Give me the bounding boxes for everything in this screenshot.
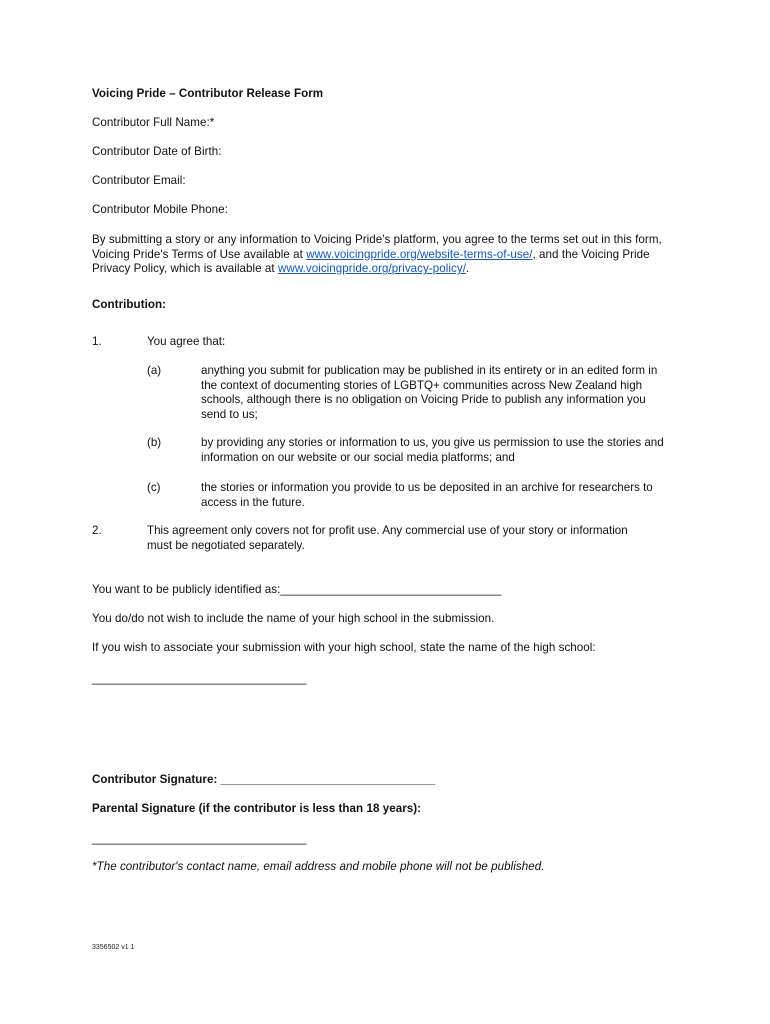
- contributor-signature: Contributor Signature: _________________________________: [92, 773, 436, 786]
- intro-text-1: By submitting a story or any information to Voicing Pride's platform, you agree to the terms set out in this form, Voicing Pride's Terms of Use available at: [92, 233, 662, 261]
- parental-signature-blank: _________________________________: [92, 832, 307, 845]
- subitem-text: anything you submit for publication may be published in its entirety or in an edited form in the context of documenting stories of LGBTQ+ communities across New Zealand high schools, although there is no obligation on Voicing Pride to publish any information you send to us;: [201, 364, 658, 422]
- subitem-text: the stories or information you provide to us be deposited in an archive for researchers to access in the future.: [201, 481, 653, 509]
- subitem-label: (a): [147, 364, 162, 377]
- intro-text-3: .: [465, 262, 470, 276]
- subitem-label: (c): [147, 481, 161, 494]
- item-text: This agreement only covers not for profit use. Any commercial use of your story or information must be negotiated separately.: [147, 524, 628, 552]
- school-name-blank: _________________________________: [92, 672, 307, 685]
- school-association-prompt: If you wish to associate your submission with your high school, state the name of the high school:: [92, 641, 596, 654]
- intro-text-2: , and the Voicing Pride Privacy Policy, which is available at: [92, 247, 650, 276]
- terms-of-use-link[interactable]: www.voicingpride.org/website-terms-of-use/: [306, 247, 533, 261]
- privacy-policy-link[interactable]: www.voicingpride.org/privacy-policy/: [277, 262, 466, 276]
- email-field: Contributor Email:: [92, 174, 186, 187]
- subitem-label: (b): [147, 436, 162, 449]
- mobile-field: Contributor Mobile Phone:: [92, 203, 228, 216]
- document-footer: 3356502 v1 1: [92, 944, 135, 951]
- dob-field: Contributor Date of Birth:: [92, 145, 222, 158]
- full-name-field: Contributor Full Name:*: [92, 116, 215, 129]
- school-name-choice: You do/do not wish to include the name of your high school in the submission.: [92, 612, 495, 625]
- contribution-heading: Contribution:: [92, 298, 167, 311]
- intro-paragraph: [92, 233, 674, 277]
- parental-signature: Parental Signature (if the contributor is less than 18 years):: [92, 802, 422, 815]
- page-title: Voicing Pride – Contributor Release Form: [92, 87, 324, 100]
- item-text: You agree that:: [147, 335, 226, 348]
- item-number: 1.: [92, 335, 102, 348]
- identified-as-line: You want to be publicly identified as:__________________________________: [92, 583, 502, 596]
- item-number: 2.: [92, 524, 102, 537]
- privacy-note: *The contributor's contact name, email address and mobile phone will not be published.: [92, 860, 545, 873]
- subitem-text: by providing any stories or information to us, you give us permission to use the stories and information on our website or our social media platforms; and: [201, 436, 664, 464]
